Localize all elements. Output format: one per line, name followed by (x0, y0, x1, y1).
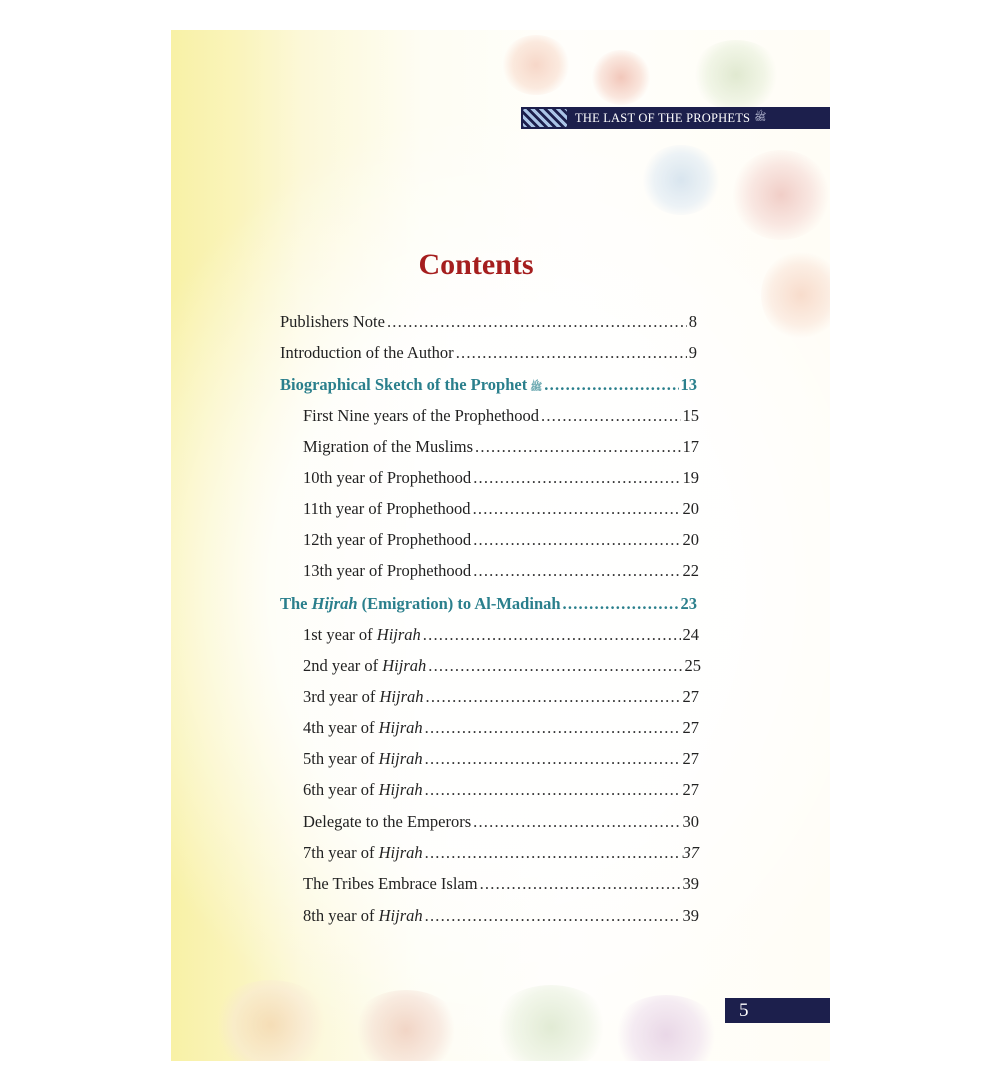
toc-entry (280, 312, 697, 336)
page-number: 5 (739, 999, 749, 1021)
toc-entry-page: 23 (680, 594, 697, 613)
toc-entry-page: 24 (682, 625, 699, 644)
toc-entry (303, 906, 699, 930)
toc-entry (303, 780, 699, 804)
toc-entry (303, 656, 701, 680)
toc-entry-page: 39 (682, 906, 699, 925)
toc-entry-label: 6th year of Hijrah (303, 780, 423, 799)
toc-entry (280, 343, 697, 367)
toc-entry-page: 15 (682, 406, 699, 425)
toc-entry-page: 20 (682, 530, 699, 549)
leader-dots (473, 812, 680, 832)
toc-entry-page: 27 (682, 749, 699, 768)
table-of-contents (171, 30, 830, 1061)
running-title: THE LAST OF THE PROPHETS (575, 110, 751, 125)
toc-entry-page: 27 (682, 687, 699, 706)
toc-entry-label: 11th year of Prophethood (303, 499, 471, 518)
toc-entry (303, 437, 699, 461)
toc-entry-label: 2nd year of Hijrah (303, 656, 427, 675)
leader-dots (473, 530, 680, 550)
toc-entry (303, 530, 699, 554)
honorific-mark: ﷺ (754, 112, 767, 123)
toc-section-entry (280, 594, 697, 618)
toc-entry-label: The Tribes Embrace Islam (303, 874, 478, 893)
leader-dots (426, 687, 681, 707)
toc-entry (303, 561, 699, 585)
toc-entry (303, 406, 699, 430)
toc-entry-page: 8 (688, 312, 697, 331)
leader-dots (423, 625, 681, 645)
toc-entry-page: 13 (680, 375, 697, 394)
toc-entry (303, 687, 699, 711)
toc-entry-page: 22 (682, 561, 699, 580)
toc-entry-label: 3rd year of Hijrah (303, 687, 424, 706)
leader-dots (480, 874, 681, 894)
toc-entry-label: Delegate to the Emperors (303, 812, 472, 831)
toc-entry (303, 718, 699, 742)
book-page (171, 30, 830, 1061)
leader-dots (425, 718, 681, 738)
leader-dots (428, 656, 682, 676)
toc-section-entry (280, 375, 697, 399)
leader-dots (456, 343, 687, 363)
toc-entry-label: Publishers Note (280, 312, 385, 331)
toc-entry (303, 625, 699, 649)
leader-dots (425, 780, 681, 800)
toc-entry (303, 812, 699, 836)
toc-entry-page: 39 (682, 874, 699, 893)
toc-entry (303, 499, 699, 523)
leader-dots (473, 561, 680, 581)
toc-entry-page: 17 (682, 437, 699, 456)
leader-dots (425, 749, 681, 769)
leader-dots (475, 437, 680, 457)
leader-dots (563, 594, 679, 614)
toc-entry-label: 1st year of Hijrah (303, 625, 421, 644)
toc-entry-label: 12th year of Prophethood (303, 530, 472, 549)
honorific-mark: ﷺ (530, 382, 543, 393)
toc-entry-label: The Hijrah (Emigration) to Al-Madinah (280, 594, 561, 613)
leader-dots (387, 312, 687, 332)
toc-entry-page: 25 (684, 656, 701, 675)
leader-dots (473, 468, 680, 488)
toc-entry-label: 8th year of Hijrah (303, 906, 423, 925)
toc-entry (303, 874, 699, 898)
toc-entry-page: 19 (682, 468, 699, 487)
toc-entry-page: 20 (682, 499, 699, 518)
toc-entry-page: 9 (688, 343, 697, 362)
toc-entry-label: Introduction of the Author (280, 343, 454, 362)
toc-entry (303, 749, 699, 773)
leader-dots (541, 406, 680, 426)
toc-entry-label: 13th year of Prophethood (303, 561, 472, 580)
page-number-band (725, 998, 830, 1023)
leader-dots (425, 906, 681, 926)
toc-entry-label: Biographical Sketch of the Prophet ﷺ (280, 375, 543, 394)
toc-entry-page: 27 (682, 780, 699, 799)
leader-dots (425, 843, 681, 863)
toc-entry (303, 468, 699, 492)
toc-entry (303, 843, 699, 867)
toc-entry-label: 10th year of Prophethood (303, 468, 472, 487)
toc-entry-page: 37 (682, 843, 699, 862)
leader-dots (473, 499, 681, 519)
toc-entry-page: 27 (682, 718, 699, 737)
toc-entry-label: First Nine years of the Prophethood (303, 406, 540, 425)
toc-entry-page: 30 (682, 812, 699, 831)
toc-entry-label: 5th year of Hijrah (303, 749, 423, 768)
contents-heading: Contents (418, 248, 534, 281)
toc-entry-label: 7th year of Hijrah (303, 843, 423, 862)
leader-dots (544, 375, 678, 395)
toc-entry-label: 4th year of Hijrah (303, 718, 423, 737)
toc-entry-label: Migration of the Muslims (303, 437, 474, 456)
